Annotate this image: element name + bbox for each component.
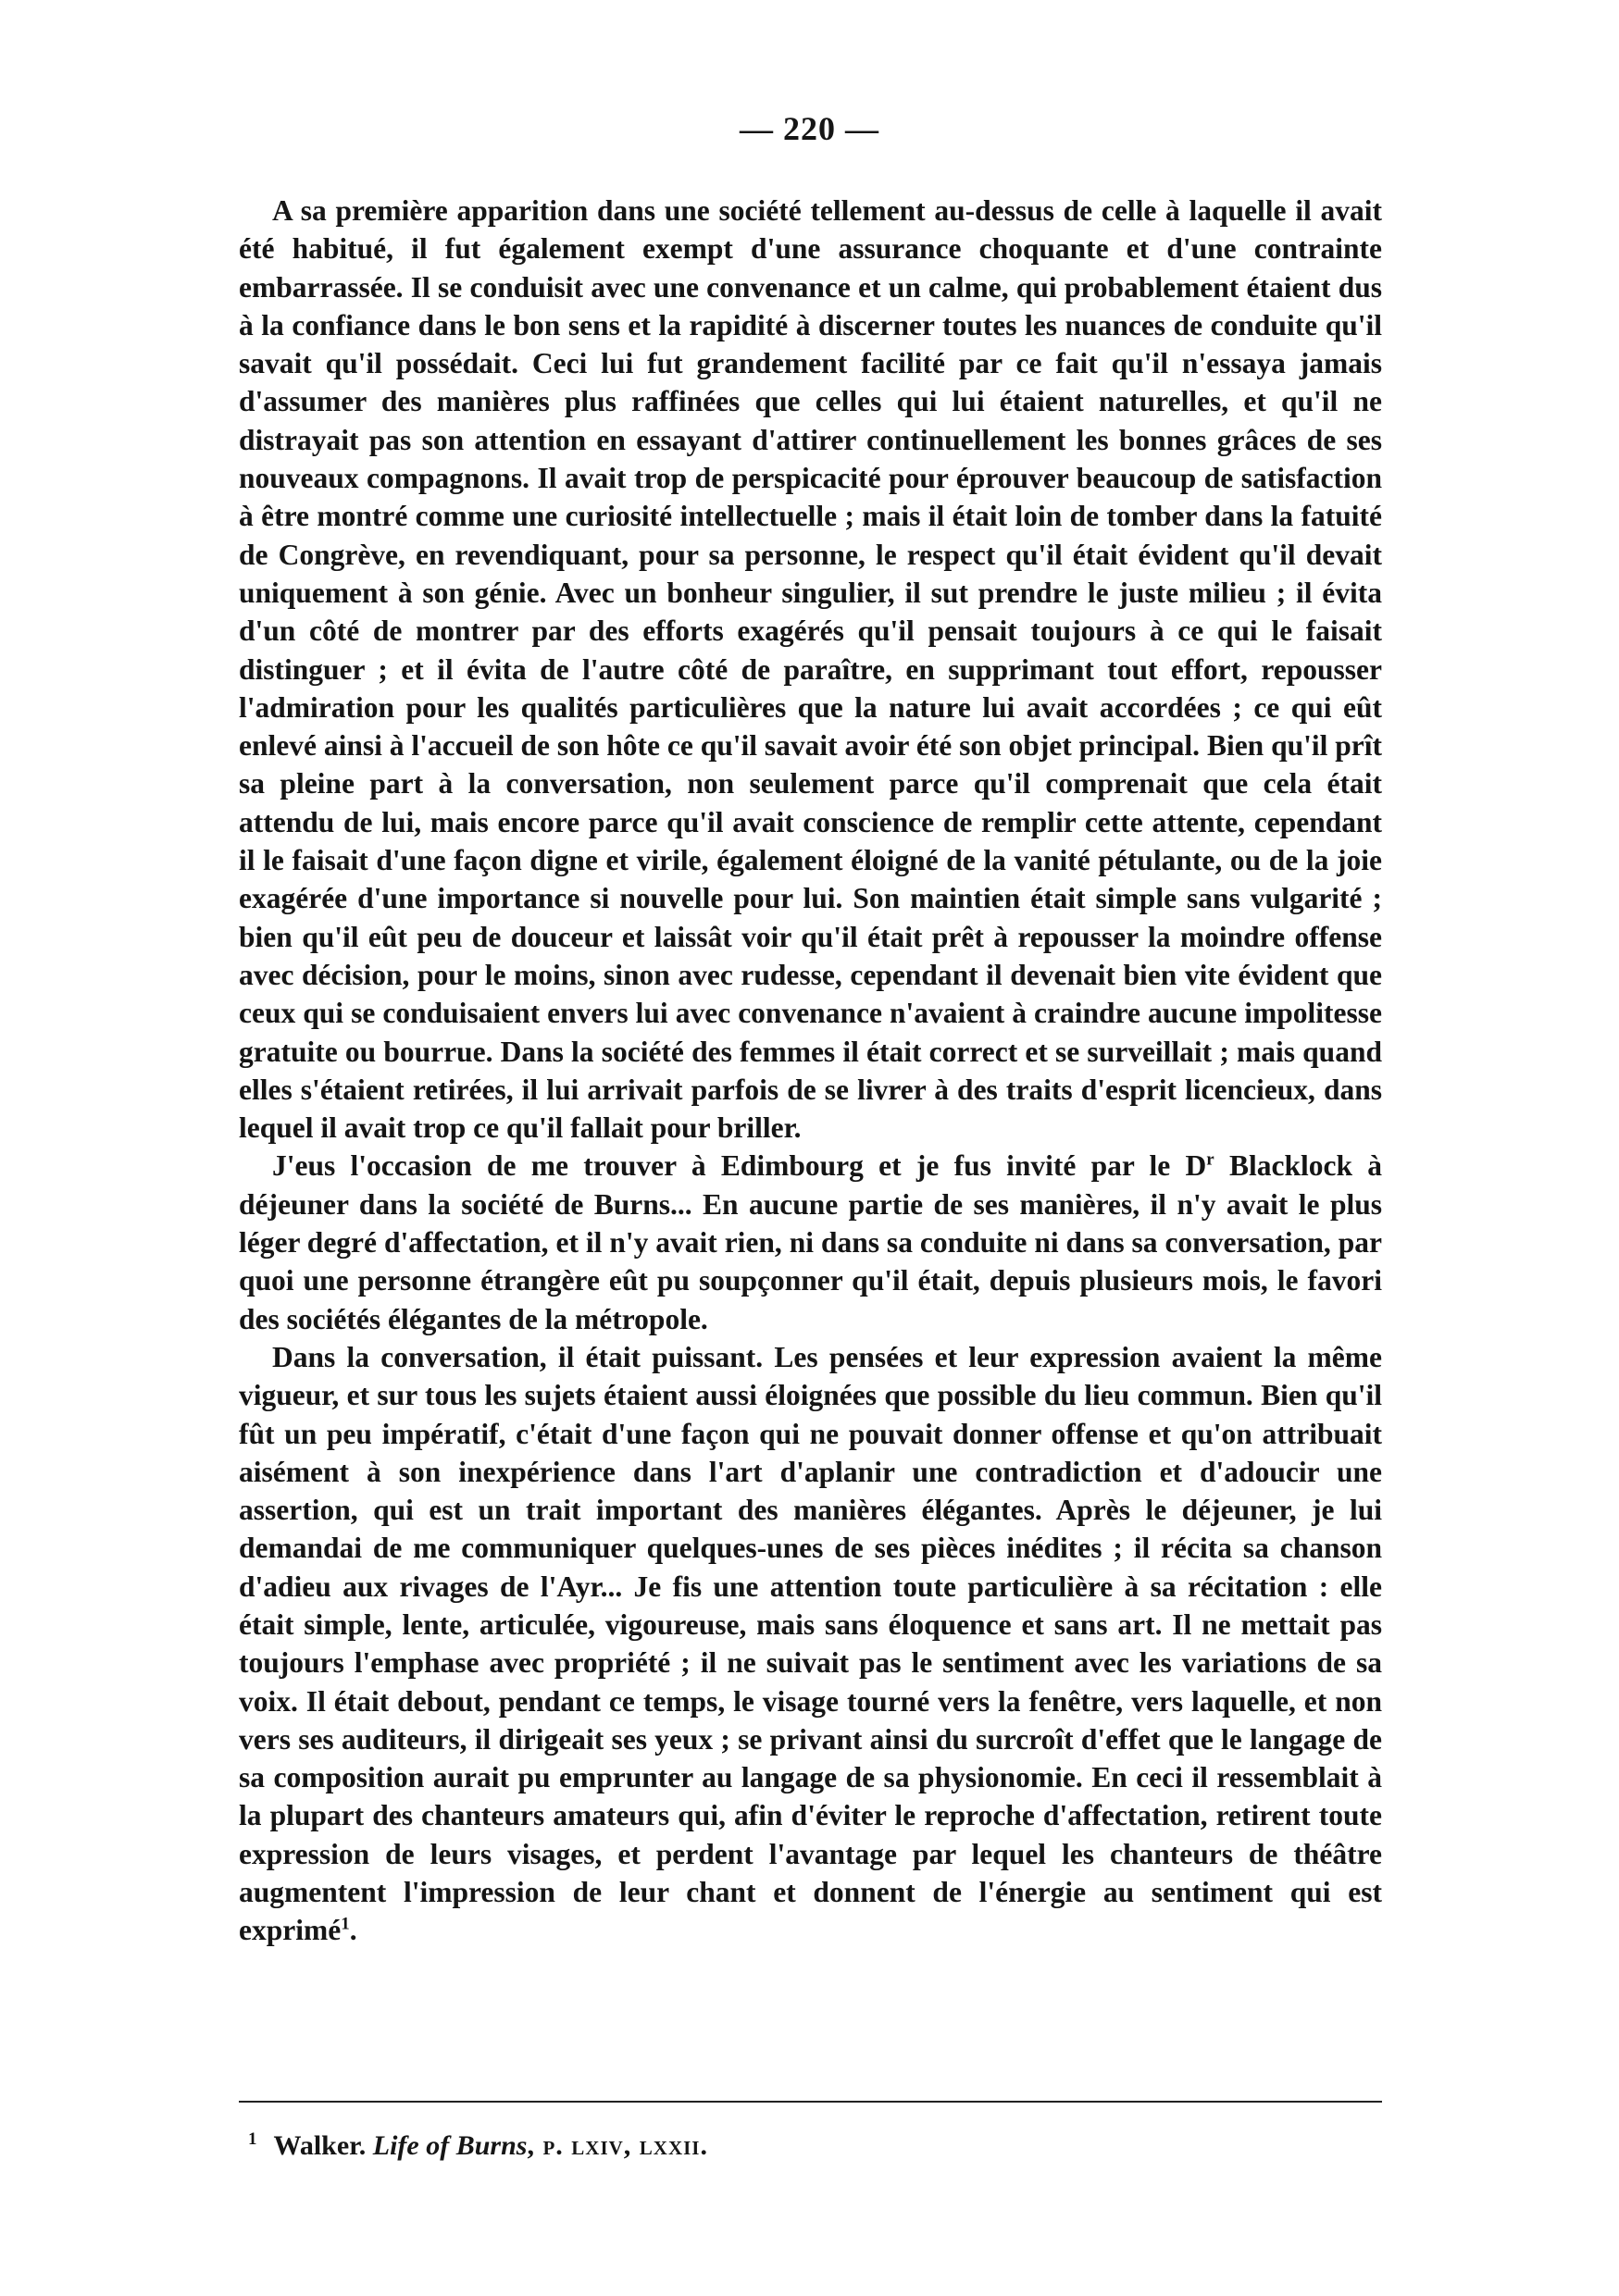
footnote-divider [239, 2101, 1382, 2103]
footnote-pages: , p. lxiv, lxxii. [527, 2130, 708, 2161]
paragraph-text: Blacklock à déjeuner dans la société de Burns... En aucune partie de ses manières, il n'y avait le plus léger degré d'affectation, et il n'y avait rien, ni dans sa conduite ni dans sa conversation, par quoi une personne étrangère eût pu soupçonner qu'il était, depuis plusieurs mois, le favori des sociétés élégantes de la métropole. [239, 1149, 1382, 1335]
superscript: r [1206, 1149, 1214, 1170]
footnote-author: Walker. [273, 2130, 367, 2161]
footnote-mark: 1 [248, 2129, 257, 2149]
body-text [239, 192, 1382, 1950]
paragraph [239, 1147, 1382, 1337]
paragraph-text: J'eus l'occasion de me trouver à Edimbourg et je fus invité par le D [272, 1149, 1207, 1183]
footnote [248, 2122, 1359, 2164]
paragraph [239, 1338, 1382, 1950]
page-number: — 220 — [740, 110, 879, 147]
paragraph-text: Dans la conversation, il était puissant. Les pensées et leur expression avaient la même vigueur, et sur tous les sujets étaient aussi éloignées que possible du lieu commun. Bien qu'il fût un peu impératif, c'était d'une façon qui ne pouvait donner offense et qu'on attribuait aisément à son inexpérience dans l'art d'aplanir une contradiction et d'adoucir une assertion, qui est un trait important des manières élégantes. Après le déjeuner, je lui demandai de me communiquer quelques-unes de ses pièces inédites ; il récita sa chanson d'adieu aux rivages de l'Ayr... Je fis une attention toute particulière à sa récitation : elle était simple, lente, articulée, vigoureuse, mais sans éloquence et sans art. Il ne mettait pas toujours l'emphase avec propriété ; il ne suivait pas le sentiment avec les variations de sa voix. Il était debout, pendant ce temps, le visage tourné vers la fenêtre, vers laquelle, et non vers ses auditeurs, il dirigeait ses yeux ; se privant ainsi du surcroît d'effet que le langage de sa composition aurait pu emprunter au langage de sa physionomie. En ceci il ressemblait à la plupart des chanteurs amateurs qui, afin d'éviter le reproche d'affectation, retirent toute expression de leurs visages, et perdent l'avantage par lequel les chanteurs de théâtre augmentent l'impression de leur chant et donnent de l'énergie au sentiment qui est exprimé [239, 1340, 1382, 1947]
footnote-reference: 1 [341, 1914, 350, 1934]
paragraph: A sa première apparition dans une société tellement au-dessus de celle à laquelle il avait été habitué, il fut également exempt d'une assurance choquante et d'une contrainte embarrassée. Il se conduisit avec une convenance et un calme, qui probablement étaient dus à la confiance dans le bon sens et la rapidité à discerner toutes les nuances de conduite qu'il savait qu'il possédait. Ceci lui fut grandement facilité par ce fait qu'il n'essaya jamais d'assumer des manières plus raffinées que celles qui lui étaient naturelles, et qu'il ne distrayait pas son attention en essayant d'attirer continuellement les bonnes grâces de ses nouveaux compagnons. Il avait trop de perspicacité pour éprouver beaucoup de satisfaction à être montré comme une curiosité intellectuelle ; mais il était loin de tomber dans la fatuité de Congrève, en revendiquant, pour sa personne, le respect qu'il était évident qu'il devait uniquement à son génie. Avec un bonheur singulier, il sut prendre le juste milieu ; il évita d'un côté de montrer par des efforts exagérés qu'il pensait toujours à ce qui le faisait distinguer ; et il évita de l'autre côté de paraître, en supprimant tout effort, repousser l'admiration pour les qualités particulières que la nature lui avait accordées ; ce qui eût enlevé ainsi à l'accueil de son hôte ce qu'il savait avoir été son objet principal. Bien qu'il prît sa pleine part à la conversation, non seulement parce qu'il comprenait que cela était attendu de lui, mais encore parce qu'il avait conscience de remplir cette attente, cependant il le faisait d'une façon digne et virile, également éloigné de la vanité pétulante, ou de la joie exagérée d'une importance si nouvelle pour lui. Son maintien était simple sans vulgarité ; bien qu'il eût peu de douceur et laissât voir qu'il était prêt à repousser la moindre offense avec décision, pour le moins, sinon avec rudesse, cependant il devenait bien vite évident que ceux qui se conduisaient envers lui avec convenance n'avaient à craindre aucune impolitesse gratuite ou bourrue. Dans la société des femmes il était correct et se surveillait ; mais quand elles s'étaient retirées, il lui arrivait parfois de se livrer à des traits d'esprit licencieux, dans lequel il avait trop ce qu'il fallait pour briller. [239, 194, 1382, 1145]
paragraph-end: . [349, 1914, 357, 1947]
footnote-title: Life of Burns [372, 2130, 528, 2161]
